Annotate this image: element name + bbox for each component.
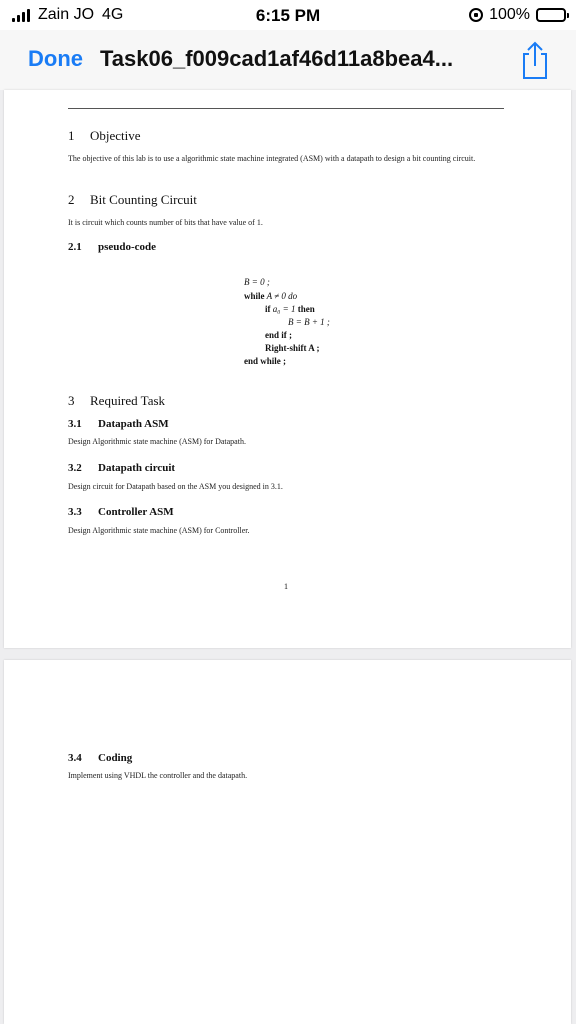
section-text: It is circuit which counts number of bits that have value of 1. bbox=[68, 218, 263, 227]
battery-icon: ϟ bbox=[536, 8, 566, 22]
subsection-heading: 3.2 Datapath circuit bbox=[68, 462, 176, 474]
code-line: B = 0 ; bbox=[244, 277, 270, 287]
section-heading: 3 Required Task bbox=[68, 393, 166, 408]
code-line: end if ; bbox=[265, 330, 292, 340]
document-page-1 bbox=[4, 90, 571, 648]
section-heading: 1 Objective bbox=[68, 128, 141, 143]
subsection-text: Design Algorithmic state machine (ASM) for Controller. bbox=[68, 526, 250, 535]
subsection-heading: 3.4 Coding bbox=[68, 752, 133, 764]
document-page-2 bbox=[4, 660, 571, 1024]
done-button[interactable]: Done bbox=[28, 46, 83, 71]
orientation-lock-icon bbox=[469, 8, 483, 22]
subsection-text: Design circuit for Datapath based on the ASM you designed in 3.1. bbox=[68, 482, 283, 491]
carrier-label: Zain JO bbox=[38, 6, 95, 23]
share-icon[interactable] bbox=[518, 40, 552, 80]
code-line: Right-shift A ; bbox=[265, 343, 320, 353]
subsection-heading: 2.1 pseudo-code bbox=[68, 241, 157, 253]
code-line: while A ≠ 0 do bbox=[244, 291, 298, 301]
navigation-bar bbox=[0, 30, 576, 90]
page-number: 1 bbox=[284, 582, 288, 591]
battery-percent: 100% bbox=[489, 6, 530, 23]
subsection-heading: 3.1 Datapath ASM bbox=[68, 418, 169, 430]
status-bar bbox=[0, 0, 576, 30]
header-rule bbox=[68, 108, 504, 109]
network-label: 4G bbox=[102, 6, 124, 23]
document-title: Task06_f009cad1af46d11a8bea4... bbox=[100, 46, 454, 71]
code-line: B = B + 1 ; bbox=[288, 317, 330, 327]
code-line: if a₀ = 1 then bbox=[265, 304, 315, 314]
subsection-text: Design Algorithmic state machine (ASM) for Datapath. bbox=[68, 437, 246, 446]
subsection-text: Implement using VHDL the controller and the datapath. bbox=[68, 771, 248, 780]
clock: 6:15 PM bbox=[255, 6, 321, 25]
code-line: end while ; bbox=[244, 356, 287, 366]
section-text: The objective of this lab is to use a algorithmic state machine integrated (ASM) with a datapath to design a bit counting circuit. bbox=[68, 154, 476, 163]
subsection-heading: 3.3 Controller ASM bbox=[68, 506, 174, 518]
section-heading: 2 Bit Counting Circuit bbox=[68, 192, 197, 207]
